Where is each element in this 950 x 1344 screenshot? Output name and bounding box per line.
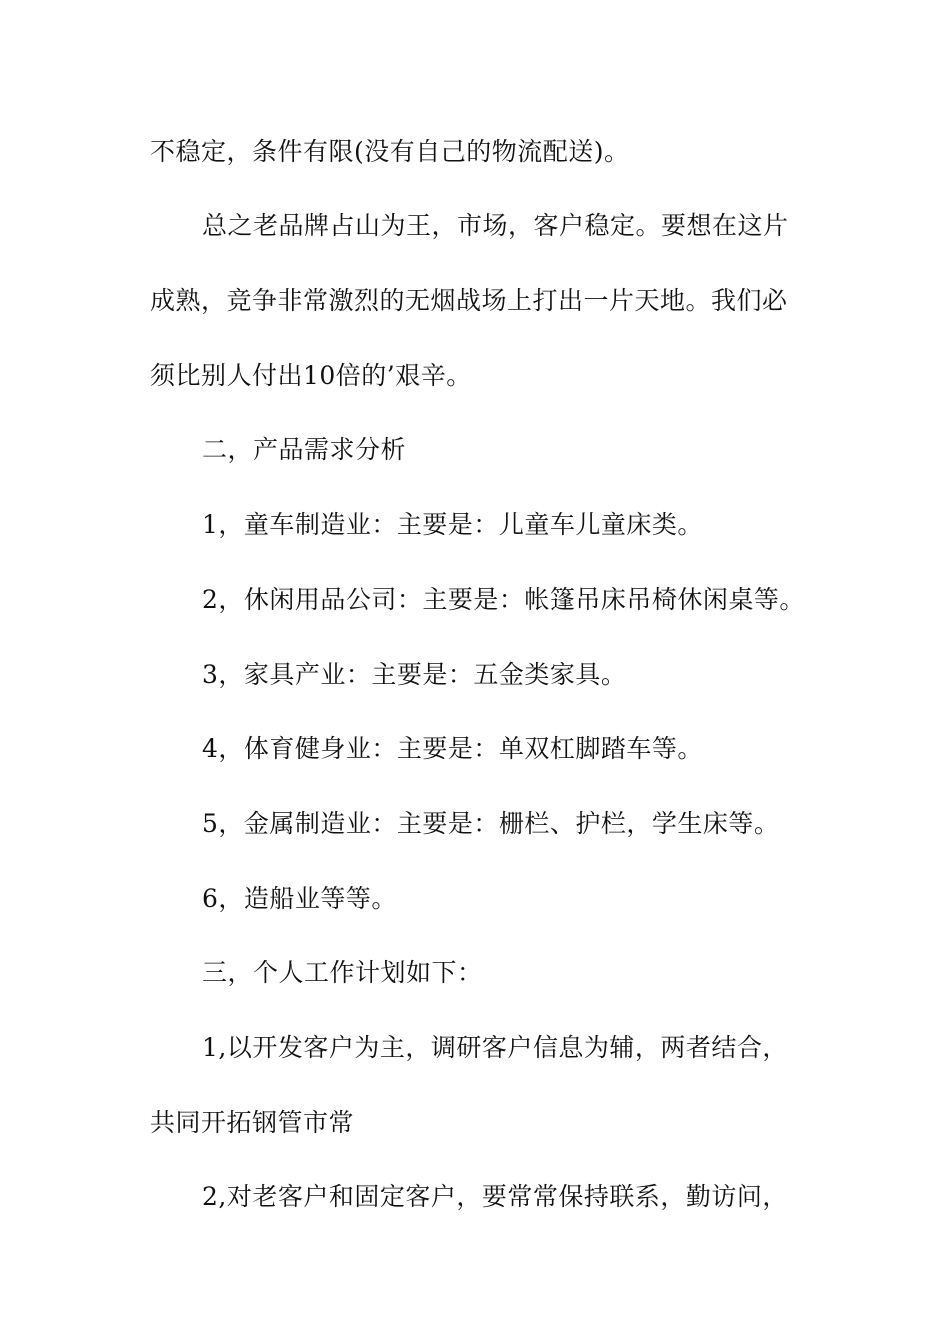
list-item: 2,对老客户和固定客户，要常常保持联系，勤访问， [202,1182,788,1211]
list-item: 1,以开发客户为主，调研客户信息为辅，两者结合， [202,1033,788,1062]
paragraph-line: 不稳定，条件有限(没有自己的物流配送)。 [150,137,630,166]
paragraph-line: 总之老品牌占山为王，市场，客户稳定。要想在这片 [202,211,789,240]
paragraph-line: 须比别人付出10倍的’艰辛。 [150,361,472,390]
list-item: 2，休闲用品公司：主要是：帐篷吊床吊椅休闲桌等。 [202,585,805,614]
section-heading: 三，个人工作计划如下： [202,958,483,987]
list-item: 1，童车制造业：主要是：儿童车儿童床类。 [202,510,703,539]
list-item: 4，体育健身业：主要是：单双杠脚踏车等。 [202,734,703,763]
paragraph-line: 共同开拓钢管市常 [150,1108,355,1137]
paragraph-line: 成熟，竞争非常激烈的无烟战场上打出一片天地。我们必 [150,286,788,315]
list-item: 3，家具产业：主要是：五金类家具。 [202,660,627,689]
list-item: 6，造船业等等。 [202,884,397,913]
list-item: 5，金属制造业：主要是：栅栏、护栏，学生床等。 [202,809,780,838]
section-heading: 二，产品需求分析 [202,435,407,464]
